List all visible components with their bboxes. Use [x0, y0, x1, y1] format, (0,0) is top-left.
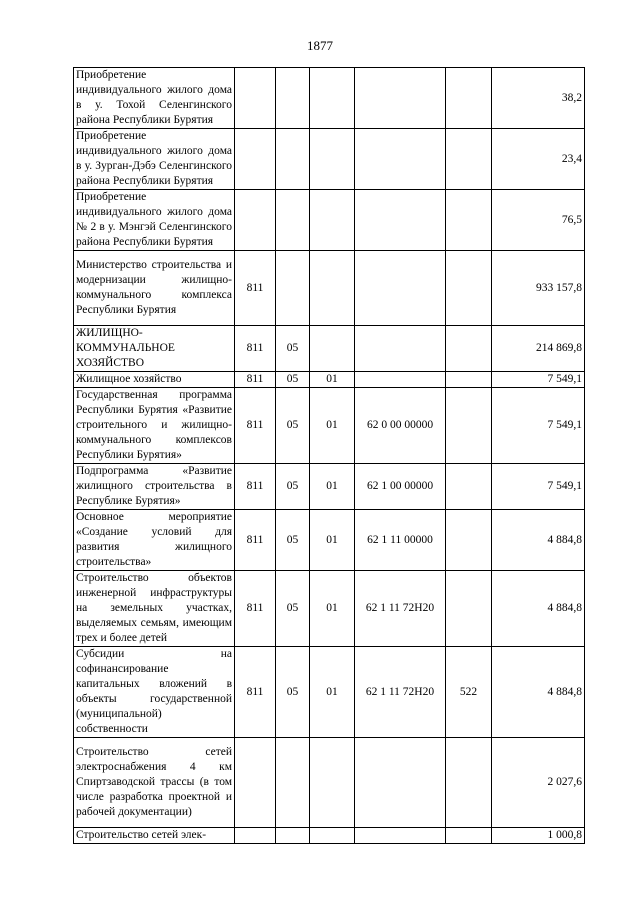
row-name: Строительство сетей элек- — [74, 828, 235, 844]
row-csr: 62 1 11 72Н20 — [355, 571, 446, 647]
row-amount: 214 869,8 — [492, 326, 585, 372]
row-pr — [310, 738, 355, 828]
row-csr: 62 1 11 72Н20 — [355, 647, 446, 738]
row-csr — [355, 251, 446, 326]
row-csr — [355, 738, 446, 828]
row-name: Подпрограмма «Развитие жилищного строительства в Республике Бурятия» — [74, 464, 235, 510]
row-vr — [446, 190, 492, 251]
table-row — [74, 129, 585, 190]
row-rz — [276, 129, 310, 190]
row-vr — [446, 828, 492, 844]
row-gr — [235, 129, 276, 190]
row-rz: 05 — [276, 510, 310, 571]
row-vr — [446, 326, 492, 372]
row-name: Жилищное хозяйство — [74, 372, 235, 388]
row-gr: 811 — [235, 464, 276, 510]
row-gr — [235, 190, 276, 251]
row-gr: 811 — [235, 571, 276, 647]
row-csr: 62 0 00 00000 — [355, 388, 446, 464]
row-amount: 7 549,1 — [492, 372, 585, 388]
row-amount: 4 884,8 — [492, 510, 585, 571]
table-row — [74, 251, 585, 326]
row-csr — [355, 372, 446, 388]
row-vr — [446, 464, 492, 510]
row-amount: 76,5 — [492, 190, 585, 251]
row-name: ЖИЛИЩНО-КОММУНАЛЬНОЕ ХОЗЯЙСТВО — [74, 326, 235, 372]
row-gr: 811 — [235, 372, 276, 388]
table-row — [74, 372, 585, 388]
row-amount: 7 549,1 — [492, 388, 585, 464]
row-rz — [276, 68, 310, 129]
row-vr — [446, 129, 492, 190]
row-rz: 05 — [276, 571, 310, 647]
table-row — [74, 68, 585, 129]
row-pr — [310, 326, 355, 372]
row-csr — [355, 828, 446, 844]
row-csr — [355, 190, 446, 251]
row-vr — [446, 251, 492, 326]
row-pr: 01 — [310, 647, 355, 738]
row-gr — [235, 68, 276, 129]
row-rz: 05 — [276, 464, 310, 510]
table-row — [74, 738, 585, 828]
row-pr: 01 — [310, 510, 355, 571]
row-amount: 2 027,6 — [492, 738, 585, 828]
row-rz: 05 — [276, 326, 310, 372]
row-csr: 62 1 00 00000 — [355, 464, 446, 510]
row-pr: 01 — [310, 388, 355, 464]
table-row — [74, 190, 585, 251]
row-gr: 811 — [235, 388, 276, 464]
row-amount: 933 157,8 — [492, 251, 585, 326]
row-rz: 05 — [276, 372, 310, 388]
row-name: Основное мероприятие «Создание условий для развития жилищного строительства» — [74, 510, 235, 571]
row-rz — [276, 190, 310, 251]
row-amount: 23,4 — [492, 129, 585, 190]
row-name: Строительство сетей электроснабжения 4 км Спиртзаводской трассы (в том числе разработка проектной и рабочей документации) — [74, 738, 235, 828]
row-gr — [235, 828, 276, 844]
row-rz — [276, 738, 310, 828]
row-gr: 811 — [235, 251, 276, 326]
row-csr — [355, 326, 446, 372]
row-name: Министерство строительства и модернизации жилищно-коммунального комплекса Республики Бурятия — [74, 251, 235, 326]
row-gr — [235, 738, 276, 828]
row-amount: 7 549,1 — [492, 464, 585, 510]
row-name: Государственная программа Республики Бурятия «Развитие строительного и жилищно-коммунального комплексов Республики Бурятия» — [74, 388, 235, 464]
row-name: Приобретение индивидуального жилого дома в у. Зурган-Дэбэ Селенгинского района Республики Бурятия — [74, 129, 235, 190]
row-csr — [355, 68, 446, 129]
table-row — [74, 464, 585, 510]
row-amount: 1 000,8 — [492, 828, 585, 844]
row-pr: 01 — [310, 571, 355, 647]
row-rz: 05 — [276, 647, 310, 738]
row-gr: 811 — [235, 326, 276, 372]
row-name: Строительство объектов инженерной инфраструктуры на земельных участках, выделяемых семьям, имеющим трех и более детей — [74, 571, 235, 647]
row-rz: 05 — [276, 388, 310, 464]
row-vr — [446, 510, 492, 571]
table-row — [74, 388, 585, 464]
row-rz — [276, 828, 310, 844]
row-gr: 811 — [235, 510, 276, 571]
row-name: Приобретение индивидуального жилого дома № 2 в у. Мэнгэй Селенгинского района Республики Бурятия — [74, 190, 235, 251]
budget-table — [73, 67, 585, 844]
page-number: 1877 — [307, 38, 333, 53]
row-name: Субсидии на софинансирование капитальных вложений в объекты государственной (муниципальной) собственности — [74, 647, 235, 738]
row-vr — [446, 571, 492, 647]
row-csr — [355, 129, 446, 190]
row-vr — [446, 738, 492, 828]
table-row — [74, 647, 585, 738]
row-vr — [446, 388, 492, 464]
row-pr: 01 — [310, 372, 355, 388]
row-name: Приобретение индивидуального жилого дома в у. Тохой Селенгинского района Республики Бурятия — [74, 68, 235, 129]
row-pr: 01 — [310, 464, 355, 510]
row-pr — [310, 251, 355, 326]
table-row — [74, 326, 585, 372]
row-amount: 4 884,8 — [492, 647, 585, 738]
row-vr — [446, 372, 492, 388]
row-amount: 4 884,8 — [492, 571, 585, 647]
row-amount: 38,2 — [492, 68, 585, 129]
row-vr — [446, 68, 492, 129]
row-pr — [310, 828, 355, 844]
row-vr: 522 — [446, 647, 492, 738]
table-row — [74, 828, 585, 844]
row-pr — [310, 190, 355, 251]
row-csr: 62 1 11 00000 — [355, 510, 446, 571]
row-pr — [310, 68, 355, 129]
row-gr: 811 — [235, 647, 276, 738]
row-pr — [310, 129, 355, 190]
table-row — [74, 571, 585, 647]
row-rz — [276, 251, 310, 326]
table-row — [74, 510, 585, 571]
